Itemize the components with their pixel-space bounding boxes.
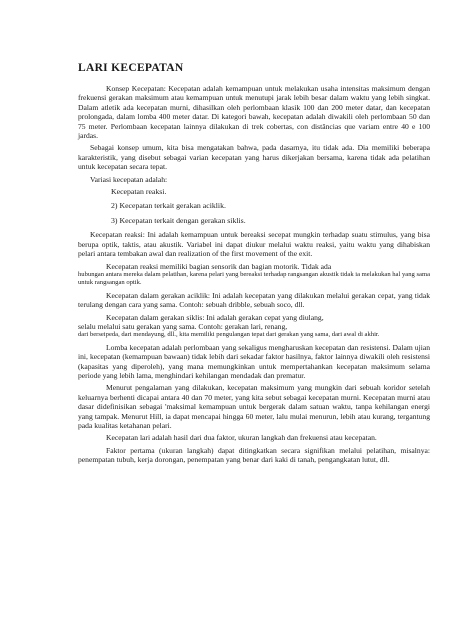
paragraph-speed-concept: Konsep Kecepatan: Kecepatan adalah kemampuan untuk melakukan usaha intensitas maksimum dengan frekuensi gerakan maksimum atau kemampuan untuk menutupi jarak lebih besar dalam waktu yang lebih singkat. Dalam atletik ada kecepatan murni, dihasilkan oleh perlombaan klasik 100 dan 200 meter datar, dan kecepatan prolongada, dalam lomba 400 meter datar. Di kategori bawah, kecepatan adalah diwakili oleh perlombaan 50 dan 75 meter. Perlombaan kecepatan lainnya dilakukan di trek cobertas, con distâncias que variam entre 40 e 100 jardas.: [78, 84, 430, 141]
list-item: 2) Kecepatan terkait gerakan aciklik.: [111, 201, 226, 211]
paragraph-acyclic-speed: Kecepatan dalam gerakan aciklik: Ini adalah kecepatan yang dilakukan melalui gerakan cepat, yang tidak terulang dengan cara yang sama. Contoh: sebuah dribble, sebuah soco, dll.: [78, 290, 430, 310]
list-item: 3) Kecepatan terkait dengan gerakan siklis.: [111, 215, 246, 225]
paragraph-cyclic-speed: Kecepatan dalam gerakan siklis: Ini adalah gerakan cepat yang diulang,: [106, 312, 324, 322]
paragraph-variation-intro: Variasi kecepatan adalah:: [90, 174, 168, 184]
paragraph-running-speed: Kecepatan lari adalah hasil dari dua faktor, ukuran langkah dan frekuensi atau kecepatan.: [106, 433, 377, 443]
paragraph-cyclic-speed-end: dari berseipeda, dari mendayung, dll., kita memiliki pengulangan tepat dari gerakan yang sama, dari awal di akhir.: [78, 331, 380, 339]
paragraph-cyclic-speed-cont: selalu melalui satu gerakan yang sama. Contoh: gerakan lari, renang,: [78, 321, 288, 331]
paragraph-reaction-speed: Kecepatan reaksi: Ini adalah kemampuan untuk bereaksi secepat mungkin terhadap suatu stimulus, yang bisa berupa optik, taktis, atau akustik. Variabel ini dapat diukur melalui waktu reaksi, yaitu waktu yang dihabiskan pelari antara tembakan awal dan realization of the first movement of the exit.: [78, 230, 430, 259]
paragraph-first-factor: Faktor pertama (ukuran langkah) dapat ditingkatkan secara signifikan melalui pelatihan, misalnya: penempatan tubuh, kerja dorongan, penempatan yang benar dari kaki di tanah, pengangkatan lutut, dll.: [78, 445, 430, 465]
list-item: Kecepatan reaksi.: [111, 187, 167, 197]
paragraph-sensory-motor-cont: hubungan antara mereka dalam pelatihan, karena pelari yang bereaksi terhadap rangsangan akustik tidak ia melakukan hal yang sama untuk rangsangan optik.: [78, 270, 430, 287]
page-title: LARI KECEPATAN: [78, 62, 184, 74]
paragraph-max-speed: Menurut pengalaman yang dilakukan, kecepatan maksimum yang mungkin dari sebuah koridor setelah keluarnya berhenti dicapai antara 40 dan 70 meter, yang kita sebut sebagai kecepatan murni. Kecepatan murni atau dasar didefinisikan sebagai 'maksimal kemampuan untuk bergerak dalam satuan waktu, tanpa kehilangan energi yang tampak. Menurut Hill, ia dapat mencapai hingga 60 meter, lalu mulai menurun, lebih atau kurang, tergantung pada kualitas ketahanan pelari.: [78, 383, 430, 430]
paragraph-speed-race: Lomba kecepatan adalah perlombaan yang sekaligus mengharuskan kecepatan dan resistensi. Dalam ujian ini, kecepatan (kemampuan bawaan) tidak lebih dari sekadar faktor hasilnya, faktor lainnya diwakili oleh resistensi (kapasitas yang diperoleh), yang mana memungkinkan untuk mempertahankan kecepatan maksimum selama periode yang lebih lama, menghindari kehilangan mendadak dan prematur.: [78, 342, 430, 380]
paragraph-general-concept: Sebagai konsep umum, kita bisa mengatakan bahwa, pada dasarnya, itu tidak ada. Dia memiliki beberapa karakteristik, yang disebut sebagai varian kecepatan yang harus dikerjakan bersama, karena tidak ada pelatihan untuk kecepatan secara tepat.: [78, 143, 430, 172]
paragraph-sensory-motor: Kecepatan reaksi memiliki bagian sensorik dan bagian motorik. Tidak ada: [106, 261, 332, 271]
